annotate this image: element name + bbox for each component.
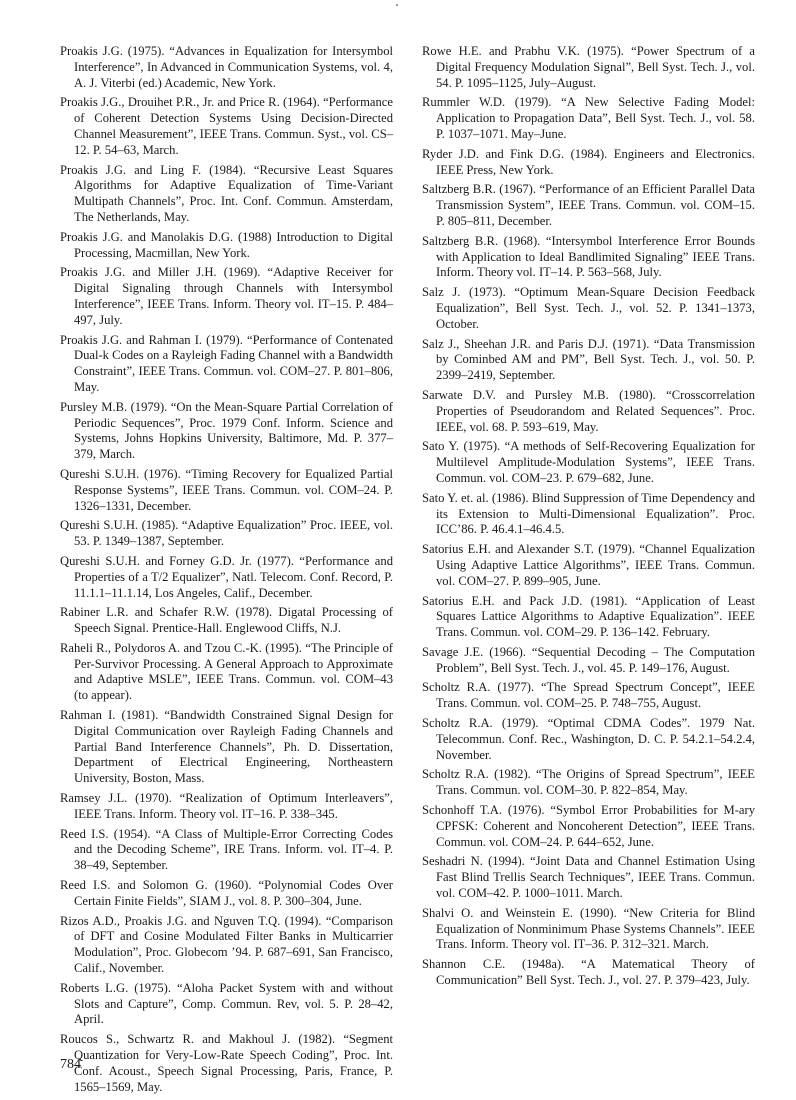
reference-entry: Saltzberg B.R. (1968). “Intersymbol Interference Error Bounds with Application to Ideal Bandlimited Signaling” IEEE Trans. Inform. Theory vol. IT–14. P. 563–568, July.: [422, 233, 755, 280]
reference-entry: Reed I.S. (1954). “A Class of Multiple-Error Correcting Codes and the Decoding Scheme”, IRE Trans. Inform. vol. IT–4. P. 38–49, September.: [60, 826, 393, 873]
page-number: 784: [60, 1057, 81, 1072]
reference-entry: Proakis J.G. and Manolakis D.G. (1988) Introduction to Digital Processing, Macmillan, New York.: [60, 229, 393, 260]
reference-entry: Rizos A.D., Proakis J.G. and Nguven T.Q. (1994). “Comparison of DFT and Cosine Modulated Filter Banks in Multicarrier Modulation”, Proc. Globecom ’94. P. 687–691, San Francisco, Calif., November.: [60, 913, 393, 976]
reference-entry: Savage J.E. (1966). “Sequential Decoding – The Computation Problem”, Bell Syst. Tech. J., vol. 45. P. 149–176, August.: [422, 644, 755, 675]
reference-entry: Shannon C.E. (1948a). “A Matematical Theory of Communication” Bell Syst. Tech. J., vol. 27. P. 379–423, July.: [422, 957, 755, 988]
reference-entry: Scholtz R.A. (1982). “The Origins of Spread Spectrum”, IEEE Trans. Commun. vol. COM–30. P. 822–854, May.: [422, 767, 755, 798]
reference-entry: Proakis J.G. and Rahman I. (1979). “Performance of Contenated Dual-k Codes on a Rayleigh Fading Channel with a Bandwidth Constraint”, IEEE Trans. Commun. vol. COM–27. P. 801–806, May.: [60, 332, 393, 394]
reference-entry: Seshadri N. (1994). “Joint Data and Channel Estimation Using Fast Blind Trellis Search Techniques”, IEEE Trans. Commun. vol. COM–42. P. 1000–1011. March.: [422, 854, 755, 901]
reference-entry: Proakis J.G. (1975). “Advances in Equalization for Intersymbol Interference”, In Advanced in Communication Systems, vol. 4, A. J. Viterbi (ed.) Academic, New York.: [60, 44, 393, 90]
references-left-column: [60, 44, 393, 1099]
reference-entry: Qureshi S.U.H. (1976). “Timing Recovery for Equalized Partial Response Systems”, IEEE Trans. Commun. vol. COM–24. P. 1326–1331, December.: [60, 466, 393, 513]
reference-entry: Proakis J.G. and Ling F. (1984). “Recursive Least Squares Algorithms for Adaptive Equalization of Time-Variant Multipath Channels”, Proc. Int. Conf. Commun. Amsterdam, The Netherlands, May.: [60, 162, 393, 224]
reference-entry: Salz J., Sheehan J.R. and Paris D.J. (1971). “Data Transmission by Cominbed AM and PM”, Bell Syst. Tech. J., vol. 50. P. 2399–2419, September.: [422, 336, 755, 383]
reference-entry: Satorius E.H. and Alexander S.T. (1979). “Channel Equalization Using Adaptive Lattice Algorithms”, IEEE Trans. Commun. vol. COM–27. P. 899–905, June.: [422, 542, 755, 588]
reference-entry: Salz J. (1973). “Optimum Mean-Square Decision Feedback Equalization”, Bell Syst. Tech. J., vol. 52. P. 1341–1373, October.: [422, 285, 755, 331]
reference-entry: Scholtz R.A. (1977). “The Spread Spectrum Concept”, IEEE Trans. Commun. vol. COM–25. P. 748–755, August.: [422, 680, 755, 711]
reference-entry: Sato Y. et. al. (1986). Blind Suppression of Time Dependency and its Extension to Multi-Dimensional Equalization”. Proc. ICC’86. P. 46.4.1–46.4.5.: [422, 490, 755, 537]
reference-entry: Ryder J.D. and Fink D.G. (1984). Engineers and Electronics. IEEE Press, New York.: [422, 146, 755, 177]
reference-entry: Rummler W.D. (1979). “A New Selective Fading Model: Application to Propagation Data”, Bell Syst. Tech. J., vol. 58. P. 1037–1071. May–June.: [422, 95, 755, 141]
reference-entry: Rabiner L.R. and Schafer R.W. (1978). Digatal Processing of Speech Signal. Prentice-Hall. Englewood Cliffs, N.J.: [60, 605, 393, 636]
reference-entry: Raheli R., Polydoros A. and Tzou C.-K. (1995). “The Principle of Per-Survivor Processing. A General Approach to Approximate and Adaptive MSLE”, IEEE Trans. Commun. vol. COM–43 (to appear).: [60, 640, 393, 703]
reference-entry: Scholtz R.A. (1979). “Optimal CDMA Codes”. 1979 Nat. Telecommun. Conf. Rec., Washington, D. C. P. 54.2.1–54.2.4, November.: [422, 716, 755, 762]
reference-entry: Schonhoff T.A. (1976). “Symbol Error Probabilities for M-ary CPFSK: Coherent and Noncoherent Detection”, IEEE Trans. Commun. vol. COM–24. P. 644–652, June.: [422, 803, 755, 849]
reference-entry: Sarwate D.V. and Pursley M.B. (1980). “Crosscorrelation Properties of Pseudorandom and Related Sequences”. Proc. IEEE, vol. 68. P. 593–619, May.: [422, 387, 755, 434]
reference-entry: Reed I.S. and Solomon G. (1960). “Polynomial Codes Over Certain Finite Fields”, SIAM J., vol. 8. P. 300–304, June.: [60, 878, 393, 908]
reference-entry: Satorius E.H. and Pack J.D. (1981). “Application of Least Squares Lattice Algorithms to Adaptive Equalization”. IEEE Trans. Commun. vol. COM–29. P. 136–142. February.: [422, 593, 755, 640]
reference-entry: Qureshi S.U.H. and Forney G.D. Jr. (1977). “Performance and Properties of a T/2 Equalizer”, Natl. Telecom. Conf. Record, P. 11.1.1–11.1.14, Los Angeles, Calif., December.: [60, 553, 393, 600]
scan-speck: [396, 4, 398, 6]
reference-entry: Rahman I. (1981). “Bandwidth Constrained Signal Design for Digital Communication over Rayleigh Fading Channels and Partial Band Interference Channels”, Ph. D. Dissertation, Department of Electrical Engineering, Northeastern University, Boston, Mass.: [60, 708, 393, 786]
reference-entry: Proakis J.G., Drouihet P.R., Jr. and Price R. (1964). “Performance of Coherent Detection Systems Using Decision-Directed Channel Measurement”, IEEE Trans. Commun. Syst., vol. CS–12. P. 54–63, March.: [60, 95, 393, 157]
reference-entry: Qureshi S.U.H. (1985). “Adaptive Equalization” Proc. IEEE, vol. 53. P. 1349–1387, September.: [60, 518, 393, 549]
reference-entry: Saltzberg B.R. (1967). “Performance of an Efficient Parallel Data Transmission System”, IEEE Trans. Commun. vol. COM–15. P. 805–811, December.: [422, 182, 755, 228]
reference-entry: Roberts L.G. (1975). “Aloha Packet System with and without Slots and Capture”, Comp. Commun. Rev, vol. 5. P. 28–42, April.: [60, 980, 393, 1027]
reference-entry: Ramsey J.L. (1970). “Realization of Optimum Interleavers”, IEEE Trans. Inform. Theory vol. IT–16. P. 338–345.: [60, 791, 393, 821]
reference-entry: Sato Y. (1975). “A methods of Self-Recovering Equalization for Multilevel Amplitude-Modulation Systems”, IEEE Trans. Commun. vol. COM–23. P. 679–682, June.: [422, 439, 755, 485]
reference-entry: Proakis J.G. and Miller J.H. (1969). “Adaptive Receiver for Digital Signaling through Channels with Intersymbol Interference”, IEEE Trans. Inform. Theory vol. IT–15. P. 484–497, July.: [60, 265, 393, 327]
reference-entry: Pursley M.B. (1979). “On the Mean-Square Partial Correlation of Periodic Sequences”, Proc. 1979 Conf. Inform. Science and Systems, Johns Hopkins University, Baltimore, Md. P. 377–379, March.: [60, 399, 393, 462]
reference-entry: Rowe H.E. and Prabhu V.K. (1975). “Power Spectrum of a Digital Frequency Modulation Signal”, Bell Syst. Tech. J., vol. 54. P. 1095–1125, July–August.: [422, 44, 755, 90]
reference-entry: Roucos S., Schwartz R. and Makhoul J. (1982). “Segment Quantization for Very-Low-Rate Speech Coding”, Proc. Int. Conf. Acoust., Speech Signal Processing, Paris, France, P. 1565–1569, May.: [60, 1032, 393, 1094]
reference-entry: Shalvi O. and Weinstein E. (1990). “New Criteria for Blind Equalization of Nonminimum Phase Systems Channels”. IEEE Trans. Inform. Theory vol. IT–36. P. 312–321. March.: [422, 905, 755, 952]
references-right-column: [422, 44, 755, 993]
